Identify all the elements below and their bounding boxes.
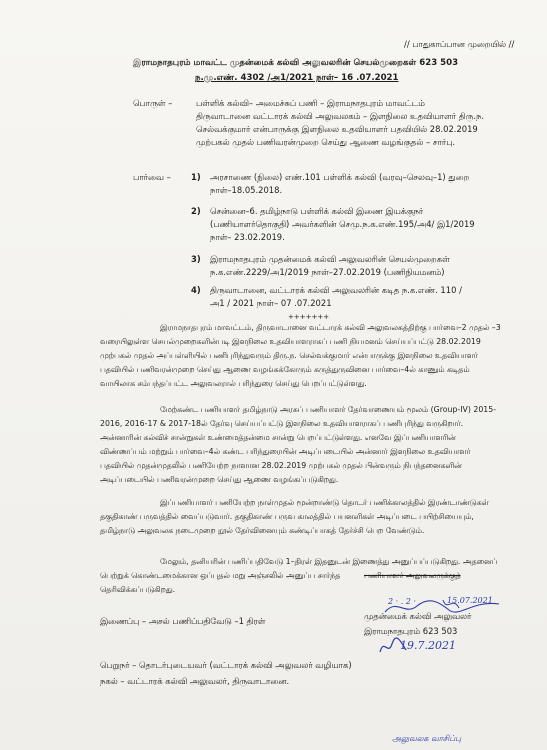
paragraph-3-line: இப்பணியாளர் பணியேற்ற நாள்முதல் மூன்றாண்டு தொடர் பணிக்காலத்தில் இரண்டாண்டுகள்: [160, 498, 489, 507]
reference-line: இராமநாதபுரம் முதன்மைக் கல்வி அலுவலரின் செயல்முறைகள்: [210, 254, 450, 264]
signatory-title: முதன்மைக் கல்வி அலுவலர்: [364, 611, 472, 621]
enclosure: இணைப்பு – அசல் பணிப்பதிவேடு –1 திரள்: [100, 616, 266, 626]
paragraph-2-line: விண்ணப்பம் மற்றும் பார்வை–4ல் கண்ட பரிந்துரையின் அடிப்படையில் அன்னார் இளநிலை உதவியாளர்: [100, 447, 471, 456]
paragraph-3-line: தமிழ்நாடு அலுவலக நடைமுறை நூல் தேர்வினையும் கண்டிப்பாகத் தேர்ச்சி பெற வேண்டும்.: [100, 526, 425, 535]
paragraph-1-line: வரையிலுள்ள செயல்முறைகளின்படி இளநிலை உதவியாளராகப் பணி நியமனம் செய்யப்பட்டு 28.02.2019: [100, 337, 481, 346]
paragraph-1-line: வாயிலாக சம்பந்தப்பட்ட அலுவலரால் பரிந்துரை செய்து பெறப்பட்டுள்ளது.: [100, 379, 367, 388]
reference-number: ந.மு.எண். 4302 /அ1/2021 நாள்– 16 .07.2021: [195, 73, 399, 83]
paragraph-4-line: மேலும், தனியரின் பணிப்பதிவேடு 1–திரள் இதனுடன் இணைத்து அனுப்பப்படுகிறது. அதனைப்: [160, 557, 498, 566]
handwritten-date: 19.7.2021: [400, 639, 456, 652]
reference-line: ந.க.எண்.2229/அ1/2019 நாள்–27.02.2019 (பணிநியமனம்): [210, 267, 445, 277]
paragraph-2-line: மேற்கண்ட பணியாளர் தமிழ்நாடு அரசுப் பணியாளர் தேர்வாணையம் மூலம் (Group-IV) 2015-: [160, 405, 497, 414]
recipient-copy: நகல் – வட்டாரக் கல்வி அலுவலர், திருவாடானை.: [100, 676, 290, 686]
paragraph-3-line: தகுதிகாண் பருவத்தில் வைப்படுவார். தகுதிகாண் பருவ காலத்தில் பயனளிகள் அடிப்படை பயிற்சியையும்,: [100, 512, 474, 521]
paragraph-2-line: பதவியில் முதன்முதலில் பணியேற்ற நாளான 28.02.2019 முற்பகல் முதல் பின்வரும் நிபந்தனைகளின்: [100, 461, 462, 470]
reference-line: திருவாடானை, வட்டாரக் கல்வி அலுவலரின் கடித ந.க.எண். 110 /: [210, 285, 462, 295]
paragraph-4-line: தெரிவிக்கப்படுகிறது.: [100, 585, 176, 594]
struck-text: பணியாளர் அலுவலருக்குத்: [364, 571, 461, 580]
paragraph-2-line: 2016, 2016-17 & 2017-18ல் தேர்வு செய்யப்பட்டு இளநிலை உதவியாளராகப் பணிபுரிந்து வருகிறார்.: [100, 419, 464, 428]
reference-number-2: 2): [191, 206, 201, 216]
reference-line: (பணியாளர்தொகுதி) அவர்களின் செமு.ந.க.எண்.195/அ4/ இ1/2019: [210, 219, 475, 229]
office-title: இராமநாதபுரம் மாவட்ட முதன்மைக் கல்வி அலுவலரின் செயல்முறைகள் 623 503: [133, 58, 459, 68]
subject-label: பொருள் –: [133, 98, 173, 108]
paragraph-1-line: முற்பகல் முதல் அப்பள்ளியில் பணிபுரிந்துவரும் திரு.ந. செல்வக்குமார் என்பாருக்கு இளநிலை உதவியாளர்: [100, 351, 478, 360]
subject-line: திருவாடானை வட்டாரக் கல்வி அலுவலகம் – இளநிலை உதவியாளர் திரு.ந.: [196, 111, 485, 121]
paragraph-4-line: பெற்றுக் கொண்டமைக்கான ஒப்புதல் மறு அஞ்சலில் அனுப்ப சார்ந்த: [100, 571, 341, 580]
paragraph-2-line: அடிப்படையில் பணிவரன்முறை செய்து ஆணை வழங்கப்படுகிறது.: [100, 475, 339, 484]
reference-number-3: 3): [191, 254, 201, 264]
handwritten-note-bottom: அலுவலக வாசிப்பு: [392, 734, 462, 743]
reference-line: நாள்– 23.02.2019.: [210, 232, 285, 242]
handwritten-mark: 2 · . 2 ·: [388, 597, 416, 606]
initials-icon: [378, 636, 408, 658]
references-label: பார்வை –: [133, 172, 171, 182]
reference-line: அரசாணை (நிலை) எண்.101 பள்ளிக் கல்வி (வரவு–செலவு–1) துறை: [210, 172, 470, 182]
subject-line: முற்பகல் முதல் பணிவரன்முறை செய்து ஆணை வழங்குதல் – சார்பு.: [196, 137, 456, 147]
paragraph-1-line: இராமநாதபுரம் மாவட்டம், திருவாடானை வட்டாரக் கல்வி அலுவலகத்திற்கு பார்வை–2 முதல் –3: [160, 323, 501, 332]
paragraph-2-line: அன்னாரின் கல்விச் சான்றுகள் உண்மைத்தன்மை சான்று பெறப்பட்டுள்ளது. எனவே இப்பணியாளரின்: [100, 433, 456, 442]
reference-line: அ1 / 2021 நாள்– 07 .07.2021: [210, 298, 332, 308]
reference-line: நாள்–18.05.2018.: [210, 185, 283, 195]
reference-number-1: 1): [191, 172, 201, 182]
subject-line: பள்ளிக் கல்வி– அமைச்சுப் பணி – இராமநாதபுரம் மாவட்டம்: [196, 98, 425, 108]
paragraph-1-line: பதவியில் பணிவரன்முறை செய்து ஆணை வழங்கக்கோரும் கருத்துருவினை பார்வை–4ல் காணும் கடிதம்: [100, 365, 470, 374]
recipient-to: பெறுநர் – தொடர்புடையவர் (வட்டாரக் கல்வி அலுவலர் வழியாக): [100, 660, 352, 670]
signatory-place: இராமநாதபுரம் 623 503: [364, 626, 458, 636]
separator: +++++++: [288, 313, 330, 321]
handwritten-date-stamp: 15.07.2021: [447, 596, 493, 605]
subject-line: செல்வக்குமார் என்பாருக்கு இளநிலை உதவியாளர் பதவியில் 28.02.2019: [196, 124, 478, 134]
reference-line: சென்னை–6. தமிழ்நாடு பள்ளிக் கல்வி இணை இயக்குநர்: [210, 206, 424, 216]
security-tag: // பாதுகாப்பான முறையில் //: [404, 39, 515, 49]
reference-number-4: 4): [191, 285, 201, 295]
